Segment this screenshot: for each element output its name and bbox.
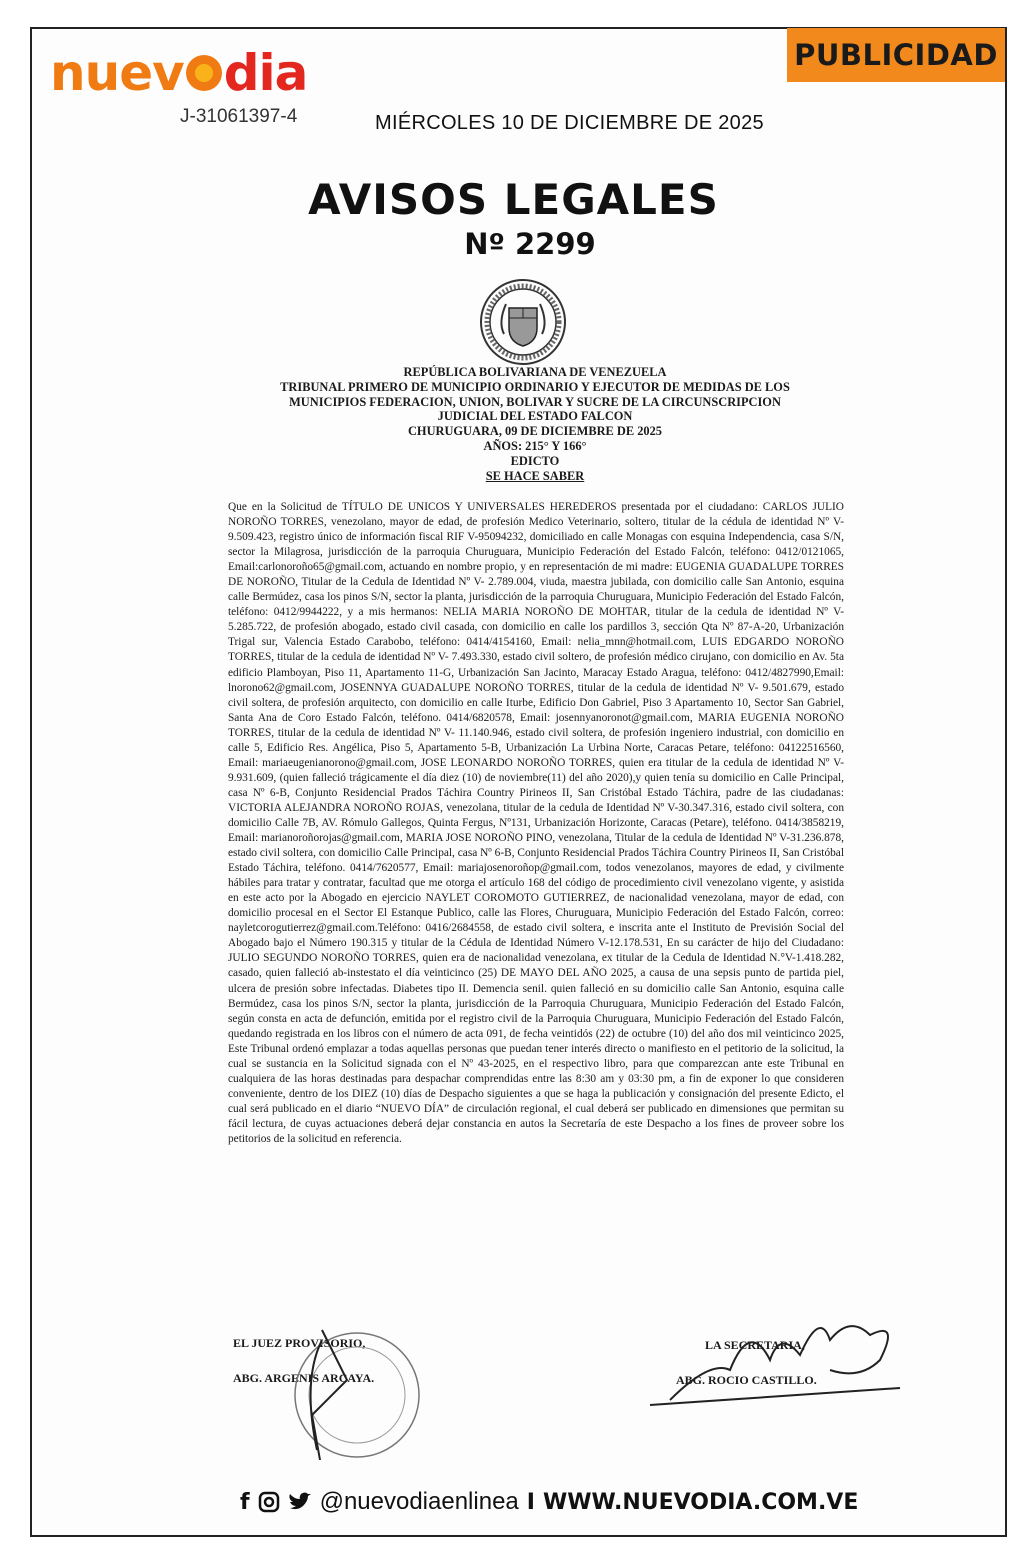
header-line-tribunal: TRIBUNAL PRIMERO DE MUNICIPIO ORDINARIO Y EJECUTOR DE MEDIDAS DE LOS — [280, 379, 790, 394]
judge-name: ABG. ARGENIS ARCAYA. — [233, 1371, 375, 1385]
court-header — [225, 365, 845, 483]
header-line-judicial: JUDICIAL DEL ESTADO FALCON — [437, 409, 633, 424]
logo-text-left: nuev — [50, 44, 184, 102]
rif-number: J-31061397-4 — [180, 106, 298, 127]
publication-date: MIÉRCOLES 10 DE DICIEMBRE DE 2025 — [375, 112, 764, 134]
issue-number: Nº 2299 — [464, 227, 596, 261]
nuevodia-logo — [50, 44, 308, 102]
edict-body-text: Que en la Solicitud de TÍTULO DE UNICOS Y UNIVERSALES HEREDEROS presentada por el ciudadano: CARLOS JULIO NOROÑO TORRES, venezolano, mayor de edad, de profesión Medico Veterinario, soltero, titular de la cédula de identidad Nº V-9.509.423, registro único de información fiscal RIF V-95094232, domiciliado en calle Monagas con esquina Independencia, casa S/N, sector la Milagrosa, jurisdicción de la parroquia Churuguara, Municipio Federación del Estado Falcón, teléfono: 0412/0121065, Email:carlonoroño65@gmail.com, actuando en nombre propio, y en representación de mi madre: EUGENIA GUADALUPE TORRES DE NOROÑO, Titular de la Cedula de Identidad Nº V- 2.789.004, viuda, maestra jubilada, con domicilio calle San Antonio, esquina calle Bermúdez, casa los pinos S/N, sector la planta, jurisdicción de la parroquia Churuguara, Municipio Federación del Estado Falcón, teléfono: 0412/9944222, y a mis hermanos: NELIA MARIA NOROÑO DE MOHTAR, titular de la cedula de identidad Nº V- 5.285.722, de profesión abogado, estado civil casada, con domicilio en calle los pardillos 3, sección Qta Nº 87-A-20, Urbanización Trigal sur, Valencia Estado Carabobo, teléfono: 0414/4154160, Email: nelia_mnn@hotmail.com, LUIS EDGARDO NOROÑO TORRES, titular de la cedula de identidad Nº V- 7.493.330, estado civil soltero, de profesión médico cirujano, con domicilio en Av. 5ta edificio Plamboyan, Piso 11, Apartamento 11-G, Urbanización San Jacinto, Maracay Estado Aragua, teléfono: 0412/4827990,Email: lnorono62@gmail.com, JOSENNYA GUADALUPE NOROÑO TORRES, titular de la cedula de identidad Nº V- 9.501.679, estado civil soltera, de profesión arquitecto, con domicilio en calle Iturbe, Edificio Don Gabriel, Piso 3 Apartamento 10, Sector San Gabriel, Santa Ana de Coro Estado Falcón, teléfono. 0414/6820578, Email: josennyanoronot@gmail.com, MARIA EUGENIA NOROÑO TORRES, titular de la cedula de identidad Nº V- 11.140.946, estado civil soltera, de profesión ingeniero industrial, con domicilio en calle 5, Edificio Res. Angélica, Piso 5, Apartamento 5-B, Urbanización La Urbina Norte, Caracas Petare, teléfono: 04122516560, Email: mariaeugenianorono@gmail.com, JOSE LEONARDO NOROÑO TORRES, quien era titular de la cedula de identidad Nº V- 9.931.609, (quien falleció trágicamente el día diez (10) de noviembre(11) del año 2020),y quien tenía su domicilio en Calle Principal, casa Nº 6-B, Conjunto Residencial Prados Táchira Country Pirineos II, San Cristóbal Estado Táchira, padre de las ciudadanas: VICTORIA ALEJANDRA NOROÑO ROJAS, venezolana, titular de la cedula de Identidad Nº V-30.347.316, estado civil soltera, con domicilio Calle 7B, AV. Rómulo Gallegos, Quinta Fergus, Nº131, Urbanización Horizonte, Caracas (Petare), teléfono. 0414/3858219, Email: marianoroñorojas@gmail.com, MARIA JOSE NOROÑO PINO, venezolana, Titular de la cedula de Identidad Nº V-31.236.878, estado civil soltera, con domicilio Calle Principal, casa Nº 6-B, Conjunto Residencial Prados Táchira Country Pirineos II, San Cristóbal Estado Táchira, teléfono. 0414/7620577, Email: mariajosenoroñop@gmail.com, todos venezolanos, mayores de edad, y civilmente hábiles para tratar y contratar, facultad que me otorga el artículo 168 del código de procedimiento civil venezolano vigente, y asistida en este acto por la Abogado en ejercicio NAYLET COROMOTO GUTIERREZ, de nacionalidad venezolana, mayor de edad, con domicilio procesal en el Sector El Estanque Publico, calle las Flores, Churuguara, Municipio Federación del Estado Falcón, correo: nayletcorogutierrez@gmail.com.Teléfono: 0416/2684558, de estado civil soltera, e inscrita ante el Instituto de Previsión Social del Abogado bajo el Número 190.315 y titular de la Cédula de Identidad Número V-12.178.531, En su carácter de hijo del Ciudadano: JULIO SEGUNDO NOROÑO TORRES, quien era de nacionalidad venezolana, ex titular de la Cedula de Identidad N.°V-1.418.282, casado, quien falleció ab-instestato el día veinticinco (25) DE MAYO DEL AÑO 2025, a causa de una sepsis punto de partida piel, ulcera de presión sobre infectadas. Diabetes tipo II. Demencia senil. quien falleció en su domicilio calle San Antonio, esquina calle Bermúdez, casa los pinos S/N, sector la planta, jurisdicción de la Parroquia Churuguara, Municipio Federación del Estado Falcón, según consta en acta de defunción, emitida por el registro civil de la Parroquia Churuguara, Municipio Federación del Estado Falcón, quedando registrada en los libros con el número de acta 091, de fecha veintidós (22) de octubre (10) del año dos mil veinticinco 2025, Este Tribunal ordenó emplazar a todas aquellas personas que puedan tener interés directo o manifiesto en el petitorio de la solicitud, la cual se sustancia en la Solicitud signada con el Nº 43-2025, en el respectivo libro, para que comparezcan ante este Tribunal en cualquiera de las horas destinadas para despachar comprendidas entre las 8:30 am y 03:30 pm, a fin de exponer lo que consideren conveniente, dentro de los DIEZ (10) días de Despacho siguientes a que se haga la publicación y consignación del presente Edicto, el cual será publicado en el diario “NUEVO DÍA” de circulación regional, el cual deberá ser publicado en dimensiones que permitan su fácil lectura, de cuyas actuaciones deberá dejar constancia en autos la Secretaría de este Despacho a los fines de proveer sobre los petitorios de la solicitud en referencia. — [228, 501, 844, 1145]
header-line-place-date: CHURUGUARA, 09 DE DICIEMBRE DE 2025 — [407, 424, 663, 439]
footer-bar — [240, 1488, 858, 1516]
footer-handle[interactable]: @nuevodiaenlinea — [319, 1488, 519, 1515]
publicidad-badge: PUBLICIDAD — [787, 28, 1005, 82]
header-line-municipios: MUNICIPIOS FEDERACION, UNION, BOLIVAR Y SUCRE DE LA CIRCUNSCRIPCION — [289, 394, 781, 409]
coat-of-arms-seal-icon — [478, 278, 568, 366]
header-line-edicto: EDICTO — [510, 453, 560, 468]
twitter-icon[interactable] — [288, 1492, 312, 1512]
secretary-name: ABG. ROCIO CASTILLO. — [676, 1373, 817, 1387]
header-line-years: AÑOS: 215° Y 166° — [483, 438, 587, 453]
judge-title: EL JUEZ PROVISORIO, — [233, 1336, 366, 1350]
facebook-icon[interactable]: f — [240, 1489, 250, 1515]
header-line-republic: REPÚBLICA BOLIVARIANA DE VENEZUELA — [403, 365, 667, 379]
court-stamp-icon — [262, 1320, 432, 1460]
sun-icon — [186, 55, 222, 91]
page-title: AVISOS LEGALES — [308, 175, 719, 224]
header-line-se-hace-saber: SE HACE SABER — [485, 468, 585, 483]
footer-separator: I — [526, 1489, 535, 1515]
logo-text-right: dia — [223, 44, 308, 102]
secretary-signature-icon — [630, 1300, 910, 1420]
footer-website-link[interactable]: WWW.NUEVODIA.COM.VE — [542, 1489, 859, 1515]
instagram-icon[interactable] — [258, 1491, 280, 1513]
secretary-title: LA SECRETARIA, — [705, 1338, 805, 1352]
